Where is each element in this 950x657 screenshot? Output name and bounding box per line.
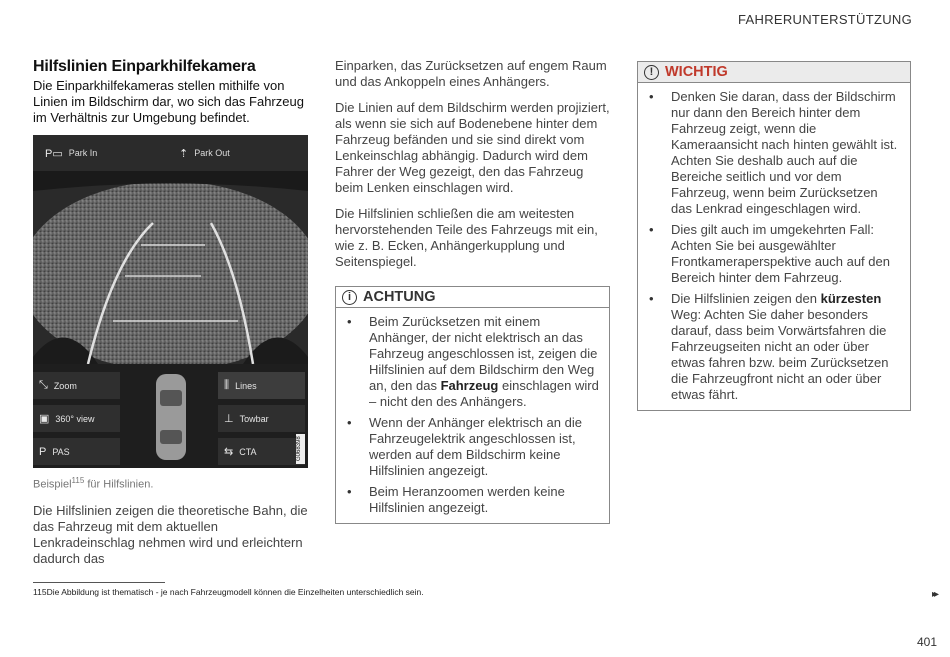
- cta-label: CTA: [239, 446, 257, 457]
- column-1: [33, 58, 308, 577]
- caption-rest: für Hilfslinien.: [84, 478, 154, 491]
- col2-paragraph-1: Einparken, das Zurücksetzen auf engem Raum und das Ankoppeln eines Anhängers.: [335, 58, 607, 89]
- wichtig-item-3-bold: kürzesten: [820, 291, 882, 306]
- achtung-item-2: • Wenn der Anhänger elektrisch an die Fahrzeugelektrik angeschlossen ist, werden auf dem Bildschirm keine Hilfslinien angezeigt.: [344, 415, 601, 479]
- next-page-arrow-icon[interactable]: ▸▸: [931, 589, 936, 600]
- caption-text: Beispiel: [33, 478, 72, 491]
- view360-button: [33, 405, 120, 432]
- wichtig-title: WICHTIG: [665, 64, 728, 80]
- achtung-box: [335, 286, 610, 524]
- zoom-label: Zoom: [53, 380, 77, 391]
- chapter-header: FAHRERUNTERSTÜTZUNG: [738, 12, 912, 27]
- park-in-option: [45, 141, 97, 165]
- parking-icon: P: [39, 445, 47, 458]
- park-in-icon: P▭: [45, 147, 63, 160]
- lines-icon: ⫼: [224, 379, 230, 391]
- achtung-item-1-bold: Fahrzeug: [440, 378, 499, 393]
- camera-view-graphic: [33, 171, 308, 364]
- footnote-ref: 115: [33, 587, 47, 597]
- achtung-item-1-text-a: Beim Zurücksetzen mit einem Anhänger, der nicht elektrisch an das Fahrzeug angeschlossen ist, zeigen die Hilfslinien auf dem Bildschirm den Weg an, den das: [369, 314, 598, 393]
- exclamation-icon: !: [644, 65, 659, 80]
- towbar-button: [218, 405, 305, 432]
- achtung-header: [336, 287, 609, 308]
- footnote-text: Die Abbildung ist thematisch - je nach Fahrzeugmodell können die Einzelheiten unterschiedlich sein.: [46, 587, 424, 597]
- towbar-icon: ⊥: [224, 413, 234, 425]
- park-out-option: [179, 141, 230, 165]
- park-out-icon: ⇡: [179, 147, 189, 160]
- lines-label: Lines: [235, 380, 257, 391]
- wichtig-header: [638, 62, 910, 83]
- achtung-item-3: • Beim Heranzoomen werden keine Hilfslinien angezeigt.: [344, 484, 601, 516]
- achtung-title: ACHTUNG: [363, 289, 436, 305]
- image-code: G068398: [296, 434, 305, 464]
- achtung-list: [336, 308, 609, 523]
- image-caption: [33, 476, 308, 491]
- col2-paragraph-3: Die Hilfslinien schließen die am weitesten hervorstehenden Teile des Fahrzeugs mit ein, wie z. B. Ecken, Anhängerkupplung und Seitenspiegel.: [335, 206, 598, 269]
- wichtig-item-1: • Denken Sie daran, dass der Bildschirm nur dann den Bereich hinter dem Fahrzeug zeigt, wenn die Kameraansicht nach hinten gewählt ist. Achten Sie deshalb auch auf die Bereiche seitlich und vor dem Fahrzeug, wenn beim Zurücksetzen das Lenkrad eingeschlagen wird.: [646, 89, 902, 217]
- wichtig-list: [638, 83, 910, 410]
- pas-label: PAS: [52, 446, 70, 457]
- cta-icon: ⇆: [224, 446, 234, 458]
- cta-button: [218, 438, 305, 465]
- caption-footnote-ref[interactable]: 115: [71, 476, 85, 485]
- warning-icon: i: [342, 290, 357, 305]
- achtung-item-1: [344, 314, 601, 410]
- camera-controls: [33, 364, 308, 468]
- col2-paragraph-2: Die Linien auf dem Bildschirm werden projiziert, als wenn sie sich auf Bodenebene hinter dem Fahrzeug befänden und sie sind direkt vom Lenkeinschlag abhängig. Dadurch wird dem Fahrer der Weg gezeigt, den das Fahrzeug beim Lenken einschlagen wird.: [335, 100, 610, 195]
- wichtig-item-3-text-b: Weg: Achten Sie daher besonders darauf, dass beim Vorwärtsfahren die Fahrzeugseiten nicht an oder über etwas fahren bzw. beim Zurücksetzen die Fahrzeugfront nicht an oder über etwas fährt.: [671, 307, 889, 402]
- page-number: 401: [916, 635, 937, 649]
- view360-label: 360° view: [55, 413, 95, 424]
- camera-view: [33, 171, 308, 364]
- column-3: [637, 61, 911, 411]
- section-intro: Die Einparkhilfekameras stellen mithilfe von Linien im Bildschirm dar, wo sich das Fahrzeug im Verhältnis zur Umgebung befindet.: [33, 78, 304, 125]
- wichtig-box: [637, 61, 911, 411]
- zoom-button: [33, 372, 120, 399]
- lines-button: [218, 372, 305, 399]
- park-in-label: Park In: [68, 148, 98, 158]
- achtung-item-1-text-b: einschlagen wird – nicht den des Anhängers.: [369, 378, 599, 409]
- zoom-icon: ⤡: [39, 379, 48, 391]
- section-title: Hilfslinien Einparkhilfekamera: [33, 58, 256, 75]
- towbar-label: Towbar: [239, 413, 269, 424]
- wichtig-item-3-text-a: Die Hilfslinien zeigen den: [671, 291, 821, 306]
- parking-camera-image: [33, 135, 308, 468]
- footnote: [33, 587, 424, 597]
- camera-icon: ▣: [39, 413, 50, 425]
- column-2: [335, 58, 610, 524]
- pas-button: [33, 438, 120, 465]
- col1-paragraph: Die Hilfslinien zeigen die theoretische Bahn, die das Fahrzeug mit dem aktuellen Lenkradeinschlag nehmen wird und erleichtern dadurch das: [33, 502, 308, 566]
- car-icon: [153, 372, 189, 464]
- park-out-label: Park Out: [194, 148, 230, 158]
- wichtig-item-3: [646, 291, 902, 403]
- camera-top-bar: [33, 135, 308, 171]
- wichtig-item-2: • Dies gilt auch im umgekehrten Fall: Achten Sie bei ausgewählter Frontkameraperspektive auch auf den Bereich hinter dem Fahrzeug.: [646, 222, 902, 286]
- footnote-divider: [33, 582, 165, 583]
